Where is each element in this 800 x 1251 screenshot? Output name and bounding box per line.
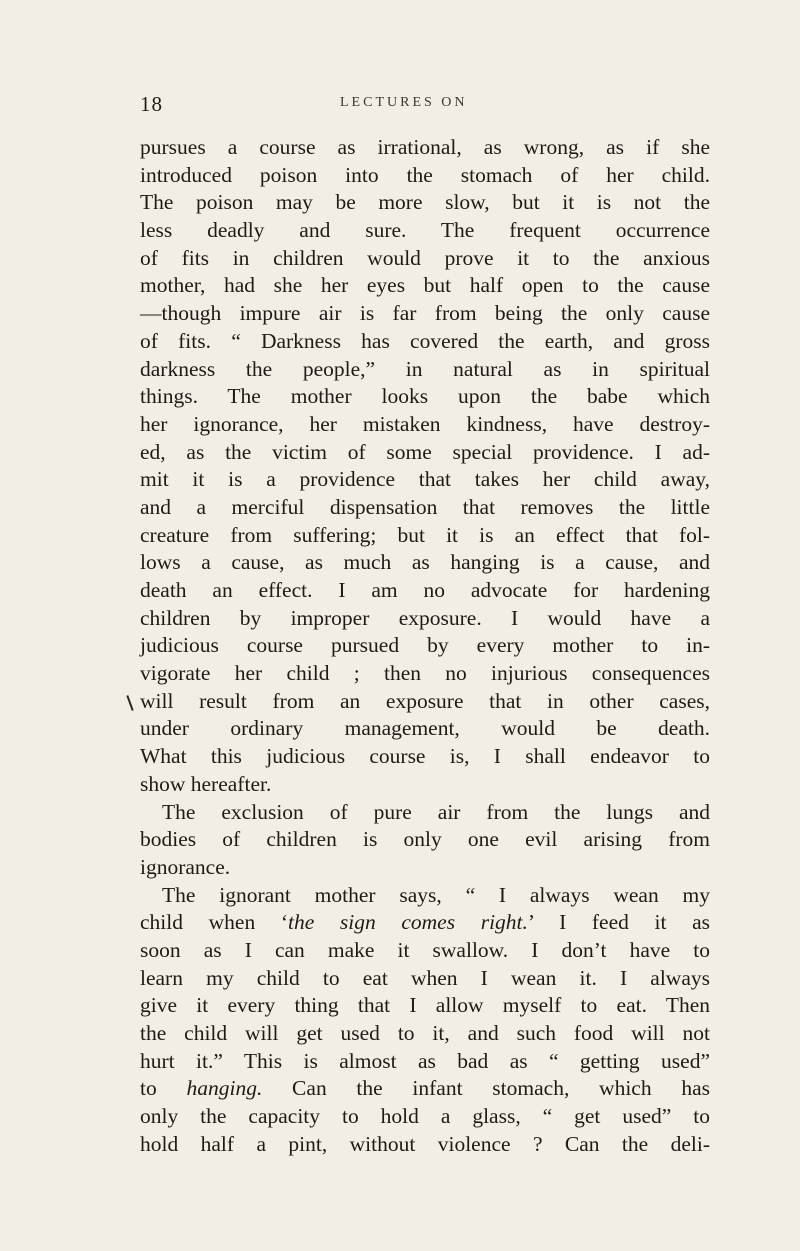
text-line: show hereafter. xyxy=(140,771,272,796)
text-line: ignorance. xyxy=(140,854,231,879)
text-line: of fits in children would prove it to the anxious xyxy=(140,245,710,270)
body-text xyxy=(140,134,710,1158)
running-head xyxy=(140,92,710,122)
text-line: The poison may be more slow, but it is not the xyxy=(140,190,710,215)
text-run: to xyxy=(140,1076,187,1101)
text-line: vigorate her child ; then no injurious consequences xyxy=(140,661,710,686)
text-run: child when ‘ xyxy=(140,910,288,935)
margin-mark xyxy=(126,695,133,711)
text-line: lows a cause, as much as hanging is a cause, and xyxy=(140,550,710,575)
text-line: things. The mother looks upon the babe which xyxy=(140,384,710,409)
text-line: give it every thing that I allow myself to eat. Then xyxy=(140,993,710,1018)
text-line: mit it is a providence that takes her child away, xyxy=(140,467,710,492)
text-line: bodies of children is only one evil arising from xyxy=(140,827,710,852)
text-line: judicious course pursued by every mother to in- xyxy=(140,633,710,658)
italic-run: hanging. xyxy=(186,1076,263,1101)
text-line: soon as I can make it swallow. I don’t have to xyxy=(140,937,710,962)
text-line: What this judicious course is, I shall endeavor to xyxy=(140,744,710,769)
text-line: pursues a course as irrational, as wrong, as if she xyxy=(140,135,710,159)
text-line: children by improper exposure. I would have a xyxy=(140,605,710,630)
text-line: death an effect. I am no advocate for hardening xyxy=(140,578,710,602)
text-line: —though impure air is far from being the only cause xyxy=(140,301,710,326)
text-line: of fits. “ Darkness has covered the earth, and gross xyxy=(140,328,710,353)
text-line: under ordinary management, would be death. xyxy=(140,716,710,741)
text-line: her ignorance, her mistaken kindness, have destroy- xyxy=(140,411,710,436)
text-line: mother, had she her eyes but half open to the cause xyxy=(140,273,710,298)
text-run: ’ I feed it as xyxy=(527,910,711,935)
text-line: less deadly and sure. The frequent occurrence xyxy=(140,218,710,243)
text-line: will result from an exposure that in other cases, xyxy=(140,688,710,713)
text-line-italic xyxy=(140,1075,710,1103)
text-line: The ignorant mother says, “ I always wean my xyxy=(162,882,710,907)
text-line: creature from suffering; but it is an effect that fol- xyxy=(140,522,710,547)
text-line: The exclusion of pure air from the lungs and xyxy=(162,799,710,824)
text-line: the child will get used to it, and such food will not xyxy=(140,1021,710,1045)
text-line-italic xyxy=(140,909,710,937)
text-line: ed, as the victim of some special providence. I ad- xyxy=(140,439,710,464)
text-run: Can the infant stomach, which has xyxy=(262,1076,710,1101)
text-line: learn my child to eat when I wean it. I always xyxy=(140,965,710,990)
text-line: only the capacity to hold a glass, “ get used” to xyxy=(140,1104,710,1129)
page-number: 18 xyxy=(140,92,163,116)
text-line: hurt it.” This is almost as bad as “ getting used” xyxy=(140,1048,710,1073)
text-line: and a merciful dispensation that removes the little xyxy=(140,494,710,519)
text-line: hold half a pint, without violence ? Can the deli- xyxy=(140,1131,710,1156)
italic-run: the sign comes right. xyxy=(287,910,528,935)
text-line: darkness the people,” in natural as in spiritual xyxy=(140,356,710,381)
text-line: introduced poison into the stomach of her child. xyxy=(140,162,710,187)
running-title: LECTURES ON xyxy=(340,95,468,110)
